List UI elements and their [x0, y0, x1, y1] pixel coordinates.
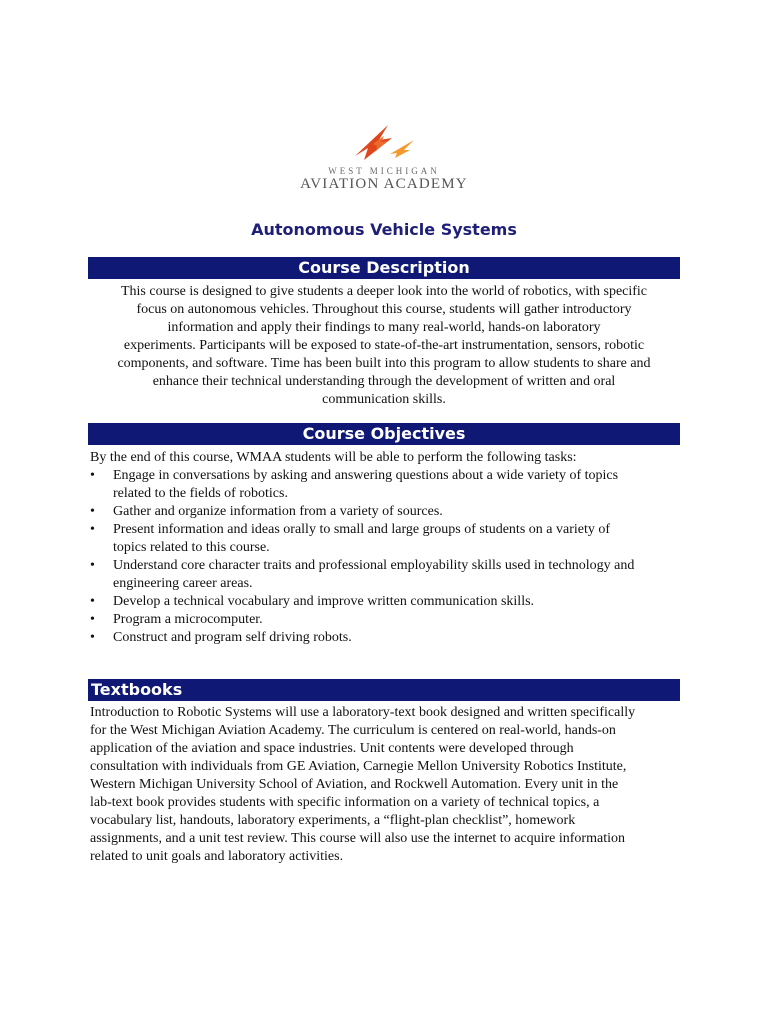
- list-item: [88, 611, 680, 629]
- textbooks-text: [90, 704, 680, 866]
- list-item: [88, 467, 680, 503]
- course-description-heading: Course Description: [88, 257, 680, 279]
- textbooks-line: application of the aviation and space industries. Unit contents were developed through: [90, 741, 574, 756]
- description-line: communication skills.: [322, 392, 446, 407]
- list-item-line: Program a microcomputer.: [113, 612, 263, 627]
- document-title: Autonomous Vehicle Systems: [251, 220, 517, 239]
- description-line: focus on autonomous vehicles. Throughout this course, students will gather introductory: [136, 302, 632, 317]
- course-objectives-heading: Course Objectives: [88, 423, 680, 445]
- logo-line-2: AVIATION ACADEMY: [300, 176, 468, 192]
- list-item: [88, 521, 680, 557]
- list-item-line: engineering career areas.: [113, 576, 253, 591]
- course-description-text: [88, 283, 680, 409]
- textbooks-line: Introduction to Robotic Systems will use a laboratory-text book designed and written specifically: [90, 705, 636, 720]
- list-item-line: topics related to this course.: [113, 540, 270, 555]
- bullet-icon: •: [90, 558, 95, 573]
- list-item-line: Gather and organize information from a variety of sources.: [113, 504, 443, 519]
- logo-line-1: WEST MICHIGAN: [328, 166, 440, 176]
- description-line: components, and software. Time has been built into this program to allow students to share and: [117, 356, 651, 371]
- list-item-line: related to the fields of robotics.: [113, 486, 288, 501]
- bullet-icon: •: [90, 630, 95, 645]
- bullet-icon: •: [90, 522, 95, 537]
- bullet-icon: •: [90, 594, 95, 609]
- description-line: information and apply their findings to many real-world, hands-on laboratory: [167, 320, 601, 335]
- textbooks-line: vocabulary list, handouts, laboratory experiments, a “flight-plan checklist”, homework: [90, 813, 576, 828]
- objectives-list: [88, 467, 680, 647]
- objectives-intro: By the end of this course, WMAA students will be able to perform the following tasks:: [90, 450, 577, 465]
- list-item: [88, 503, 680, 521]
- textbooks-line: lab-text book provides students with specific information on a variety of technical topics, a: [90, 795, 600, 810]
- list-item: [88, 593, 680, 611]
- textbooks-line: Western Michigan University School of Aviation, and Rockwell Automation. Every unit in the: [90, 777, 619, 792]
- textbooks-line: related to unit goals and laboratory activities.: [90, 849, 344, 864]
- list-item: [88, 557, 680, 593]
- textbooks-heading: Textbooks: [88, 679, 680, 701]
- list-item-line: Present information and ideas orally to small and large groups of students on a variety of: [113, 522, 611, 537]
- bullet-icon: •: [90, 504, 95, 519]
- description-line: This course is designed to give students a deeper look into the world of robotics, with specific: [120, 284, 648, 299]
- textbooks-line: consultation with individuals from GE Aviation, Carnegie Mellon University Robotics Institute,: [90, 759, 627, 774]
- description-line: experiments. Participants will be exposed to state-of-the-art instrumentation, sensors, robotic: [123, 338, 645, 353]
- textbooks-line: for the West Michigan Aviation Academy. The curriculum is centered on real-world, hands-on: [90, 723, 616, 738]
- academy-logo: [300, 118, 468, 200]
- orange-jets-icon: [352, 118, 416, 164]
- textbooks-line: assignments, and a unit test review. This course will also use the internet to acquire information: [90, 831, 625, 846]
- bullet-icon: •: [90, 468, 95, 483]
- list-item-line: Construct and program self driving robots.: [113, 630, 352, 645]
- description-line: enhance their technical understanding through the development of written and oral: [152, 374, 616, 389]
- list-item: [88, 629, 680, 647]
- list-item-line: Understand core character traits and professional employability skills used in technology and: [113, 558, 635, 573]
- bullet-icon: •: [90, 612, 95, 627]
- list-item-line: Develop a technical vocabulary and improve written communication skills.: [113, 594, 535, 609]
- list-item-line: Engage in conversations by asking and answering questions about a wide variety of topics: [113, 468, 619, 483]
